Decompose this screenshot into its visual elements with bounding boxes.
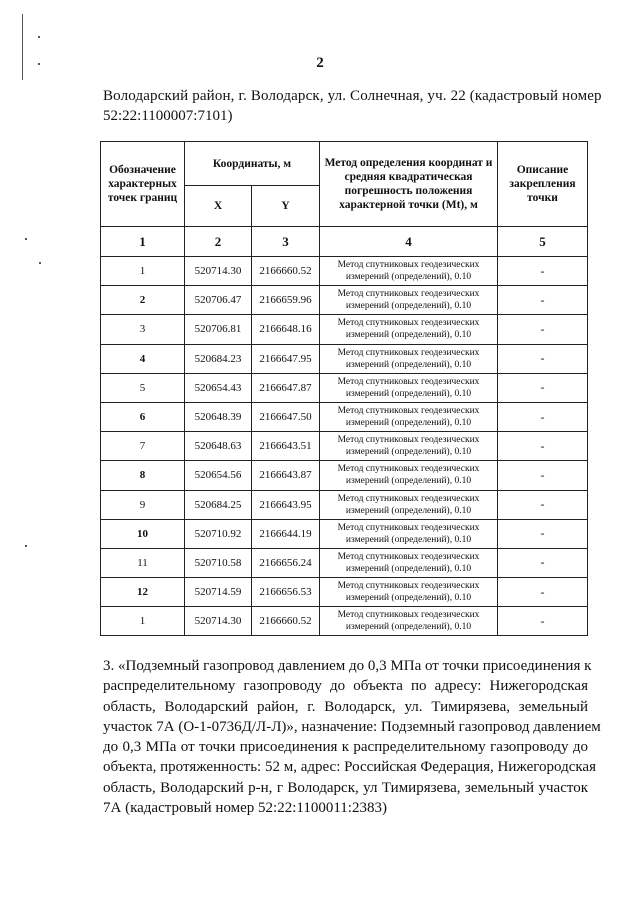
paragraph-line: до 0,3 МПа от точки присоединения к распределительному газопроводу до — [103, 739, 588, 756]
method-cell — [320, 373, 498, 402]
description-cell: - — [498, 519, 588, 548]
method-line: Метод спутниковых геодезических — [337, 522, 480, 533]
coordinate-x: 520710.92 — [185, 519, 252, 548]
coordinates-table — [100, 141, 588, 636]
paragraph-line: 3. «Подземный газопровод давлением до 0,3 МПа от точки присоединения к — [103, 658, 592, 674]
description-cell: - — [498, 286, 588, 315]
coordinate-x: 520654.43 — [185, 373, 252, 402]
method-line: измерений (определений), 0.10 — [345, 505, 472, 516]
coordinate-y: 2166643.95 — [252, 490, 320, 519]
header-y: Y — [252, 186, 320, 227]
method-line: измерений (определений), 0.10 — [345, 330, 472, 341]
intro-line: Володарский район, г. Володарск, ул. Солнечная, уч. 22 (кадастровый номер — [103, 88, 602, 104]
header-description: Описание закрепления точки — [498, 142, 588, 227]
point-number: 7 — [101, 432, 185, 461]
method-line: Метод спутниковых геодезических — [337, 289, 480, 300]
method-line: измерений (определений), 0.10 — [345, 359, 472, 370]
method-line: Метод спутниковых геодезических — [337, 493, 480, 504]
description-cell: - — [498, 344, 588, 373]
method-cell — [320, 344, 498, 373]
method-cell — [320, 461, 498, 490]
scan-margin-tick — [25, 238, 27, 240]
coordinate-y: 2166659.96 — [252, 286, 320, 315]
coordinate-y: 2166647.95 — [252, 344, 320, 373]
method-cell — [320, 402, 498, 431]
table-row — [101, 548, 588, 577]
coordinate-y: 2166660.52 — [252, 607, 320, 636]
description-cell: - — [498, 578, 588, 607]
coordinate-x: 520648.63 — [185, 432, 252, 461]
paragraph-line: объекта, протяженность: 52 м, адрес: Российская Федерация, Нижегородская — [103, 759, 596, 776]
table-row — [101, 402, 588, 431]
table-row — [101, 373, 588, 402]
method-line: измерений (определений), 0.10 — [345, 388, 472, 399]
coordinate-x: 520648.39 — [185, 402, 252, 431]
point-number: 10 — [101, 519, 185, 548]
description-cell: - — [498, 548, 588, 577]
header-method: Метод определения координат и средняя квадратическая погрешность положения характерной точки (Mt), м — [320, 142, 498, 227]
table-row — [101, 607, 588, 636]
coordinate-y: 2166660.52 — [252, 257, 320, 286]
description-cell: - — [498, 607, 588, 636]
method-line: Метод спутниковых геодезических — [337, 464, 480, 475]
method-cell — [320, 257, 498, 286]
table-row — [101, 519, 588, 548]
method-cell — [320, 432, 498, 461]
method-line: Метод спутниковых геодезических — [337, 610, 480, 621]
method-line: измерений (определений), 0.10 — [345, 272, 472, 283]
method-line: Метод спутниковых геодезических — [337, 318, 480, 329]
coordinate-y: 2166643.87 — [252, 461, 320, 490]
paragraph-line: область, Володарский р-н, г Володарск, ул Тимирязева, земельный участок — [103, 779, 588, 796]
method-line: Метод спутниковых геодезических — [337, 435, 480, 446]
method-line: измерений (определений), 0.10 — [345, 476, 472, 487]
method-line: Метод спутниковых геодезических — [337, 376, 480, 387]
description-cell: - — [498, 257, 588, 286]
method-line: измерений (определений), 0.10 — [345, 534, 472, 545]
method-cell — [320, 578, 498, 607]
point-number: 9 — [101, 490, 185, 519]
coordinate-y: 2166648.16 — [252, 315, 320, 344]
table-row — [101, 315, 588, 344]
table-row — [101, 432, 588, 461]
paragraph-line: область, Володарский район, г. Володарск, ул. Тимирязева, земельный — [103, 698, 588, 715]
paragraph-3 — [103, 656, 601, 818]
method-line: измерений (определений), 0.10 — [345, 593, 472, 604]
coordinate-y: 2166647.50 — [252, 402, 320, 431]
point-number: 4 — [101, 344, 185, 373]
coordinate-x: 520714.30 — [185, 607, 252, 636]
table-row — [101, 578, 588, 607]
point-number: 5 — [101, 373, 185, 402]
method-line: Метод спутниковых геодезических — [337, 406, 480, 417]
point-number: 1 — [101, 607, 185, 636]
scan-margin-tick — [38, 36, 40, 38]
table-row — [101, 257, 588, 286]
coordinate-y: 2166647.87 — [252, 373, 320, 402]
paragraph-line: 7А (кадастровый номер 52:22:1100011:2383) — [103, 800, 387, 817]
coordinate-y: 2166644.19 — [252, 519, 320, 548]
method-line: измерений (определений), 0.10 — [345, 301, 472, 312]
description-cell: - — [498, 490, 588, 519]
column-number: 4 — [320, 227, 498, 257]
coordinate-y: 2166656.53 — [252, 578, 320, 607]
table-row — [101, 461, 588, 490]
scan-margin-tick — [25, 545, 27, 547]
coordinate-x: 520710.58 — [185, 548, 252, 577]
coordinate-x: 520684.25 — [185, 490, 252, 519]
method-cell — [320, 286, 498, 315]
description-cell: - — [498, 373, 588, 402]
method-line: Метод спутниковых геодезических — [337, 581, 480, 592]
table-row — [101, 286, 588, 315]
method-line: Метод спутниковых геодезических — [337, 551, 480, 562]
coordinate-x: 520706.47 — [185, 286, 252, 315]
column-number: 2 — [185, 227, 252, 257]
table-row — [101, 344, 588, 373]
point-number: 11 — [101, 548, 185, 577]
method-cell — [320, 490, 498, 519]
paragraph-line: участок 7А (О-1-0736Д/Л-Л)», назначение: Подземный газопровод давлением — [103, 718, 601, 735]
description-cell: - — [498, 402, 588, 431]
coordinate-y: 2166656.24 — [252, 548, 320, 577]
column-number-row — [101, 227, 588, 257]
description-cell: - — [498, 315, 588, 344]
paragraph-line: распределительному газопроводу до объекта по адресу: Нижегородская — [103, 678, 588, 695]
method-line: измерений (определений), 0.10 — [345, 622, 472, 633]
point-number: 6 — [101, 402, 185, 431]
method-cell — [320, 607, 498, 636]
point-number: 12 — [101, 578, 185, 607]
point-number: 8 — [101, 461, 185, 490]
point-number: 1 — [101, 257, 185, 286]
header-coordinates: Координаты, м — [185, 142, 320, 186]
coordinate-y: 2166643.51 — [252, 432, 320, 461]
column-number: 3 — [252, 227, 320, 257]
page-number: 2 — [316, 55, 324, 71]
method-cell — [320, 519, 498, 548]
point-number: 3 — [101, 315, 185, 344]
scan-margin-tick — [39, 262, 41, 264]
method-line: измерений (определений), 0.10 — [345, 447, 472, 458]
table-row — [101, 490, 588, 519]
method-line: измерений (определений), 0.10 — [345, 418, 472, 429]
column-number: 5 — [498, 227, 588, 257]
method-cell — [320, 315, 498, 344]
intro-line: 52:22:1100007:7101) — [103, 108, 233, 124]
column-number: 1 — [101, 227, 185, 257]
description-cell: - — [498, 461, 588, 490]
point-number: 2 — [101, 286, 185, 315]
intro-text — [103, 86, 602, 126]
description-cell: - — [498, 432, 588, 461]
method-line: Метод спутниковых геодезических — [337, 260, 480, 271]
method-line: Метод спутниковых геодезических — [337, 347, 480, 358]
coordinate-x: 520654.56 — [185, 461, 252, 490]
coordinate-x: 520706.81 — [185, 315, 252, 344]
method-line: измерений (определений), 0.10 — [345, 563, 472, 574]
coordinate-x: 520684.23 — [185, 344, 252, 373]
method-cell — [320, 548, 498, 577]
header-x: X — [185, 186, 252, 227]
coordinate-x: 520714.30 — [185, 257, 252, 286]
header-point-designation: Обозначение характерных точек границ — [101, 142, 185, 227]
coordinate-x: 520714.59 — [185, 578, 252, 607]
